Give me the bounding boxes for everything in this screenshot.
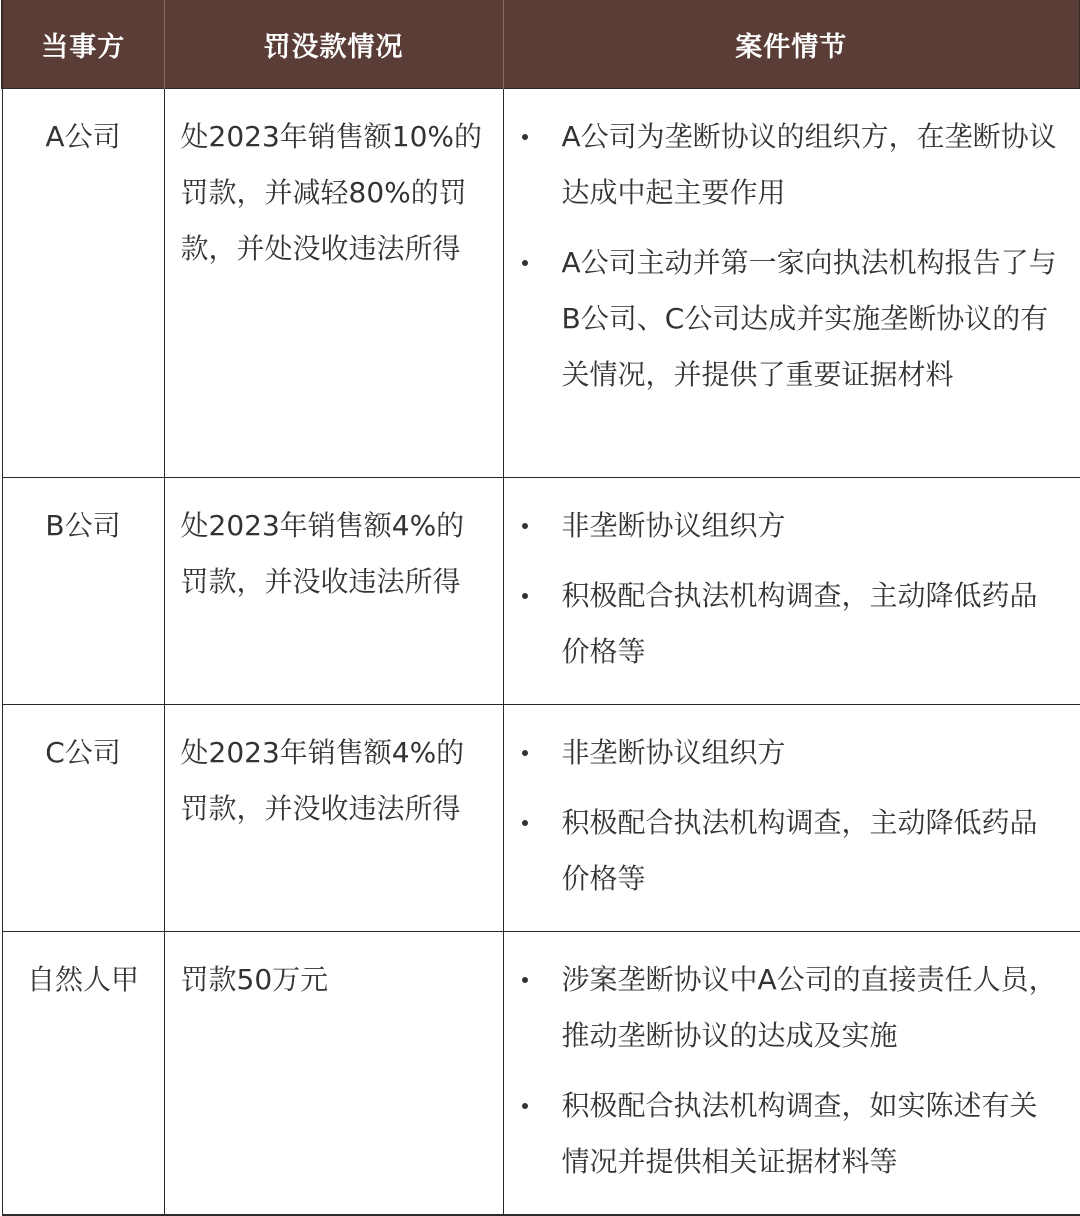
circumstance-text: A公司为垄断协议的组织方，在垄断协议达成中起主要作用: [561, 120, 1057, 209]
circumstance-text: 积极配合执法机构调查，如实陈述有关情况并提供相关证据材料等: [561, 1089, 1038, 1178]
table-body: [2, 89, 1080, 1216]
list-item: [504, 109, 1064, 221]
party-cell: C公司: [2, 705, 164, 932]
header-circumstances: 案件情节: [503, 0, 1080, 89]
party-cell: 自然人甲: [2, 932, 164, 1216]
circumstances-list: [504, 109, 1064, 403]
circumstances-list: [504, 725, 1064, 907]
bullet-icon: [522, 260, 528, 266]
circumstances-cell: [503, 705, 1080, 932]
table-row: [2, 89, 1080, 478]
list-item: [504, 498, 1064, 554]
bullet-icon: [522, 977, 528, 983]
penalty-cell: 处2023年销售额10%的罚款，并减轻80%的罚款，并处没收违法所得: [164, 89, 503, 478]
penalty-cell: 处2023年销售额4%的罚款，并没收违法所得: [164, 478, 503, 705]
circumstance-text: 积极配合执法机构调查，主动降低药品价格等: [561, 579, 1038, 668]
penalty-cell: 处2023年销售额4%的罚款，并没收违法所得: [164, 705, 503, 932]
circumstances-list: [504, 498, 1064, 680]
circumstance-text: 积极配合执法机构调查，主动降低药品价格等: [561, 806, 1038, 895]
circumstance-text: 非垄断协议组织方: [561, 736, 786, 769]
penalty-table: [1, 0, 1080, 1216]
list-item: [504, 235, 1064, 403]
table-row: [2, 478, 1080, 705]
bullet-icon: [522, 523, 528, 529]
header-penalty: 罚没款情况: [164, 0, 503, 89]
circumstances-cell: [503, 478, 1080, 705]
header-party: 当事方: [2, 0, 164, 89]
header-row: [2, 0, 1080, 89]
bullet-icon: [522, 134, 528, 140]
circumstances-cell: [503, 89, 1080, 478]
list-item: [504, 725, 1064, 781]
table-header: [2, 0, 1080, 89]
table-row: [2, 932, 1080, 1216]
party-cell: B公司: [2, 478, 164, 705]
circumstances-cell: [503, 932, 1080, 1216]
list-item: [504, 795, 1064, 907]
list-item: [504, 568, 1064, 680]
penalty-cell: 罚款50万元: [164, 932, 503, 1216]
circumstance-text: 非垄断协议组织方: [561, 509, 786, 542]
party-cell: A公司: [2, 89, 164, 478]
bullet-icon: [522, 593, 528, 599]
list-item: [504, 952, 1064, 1064]
circumstance-text: 涉案垄断协议中A公司的直接责任人员，推动垄断协议的达成及实施: [561, 963, 1057, 1052]
circumstance-text: A公司主动并第一家向执法机构报告了与B公司、C公司达成并实施垄断协议的有关情况，并提供了重要证据材料: [561, 246, 1057, 391]
bullet-icon: [522, 1103, 528, 1109]
table-row: [2, 705, 1080, 932]
list-item: [504, 1078, 1064, 1190]
bullet-icon: [522, 820, 528, 826]
bullet-icon: [522, 750, 528, 756]
circumstances-list: [504, 952, 1064, 1190]
